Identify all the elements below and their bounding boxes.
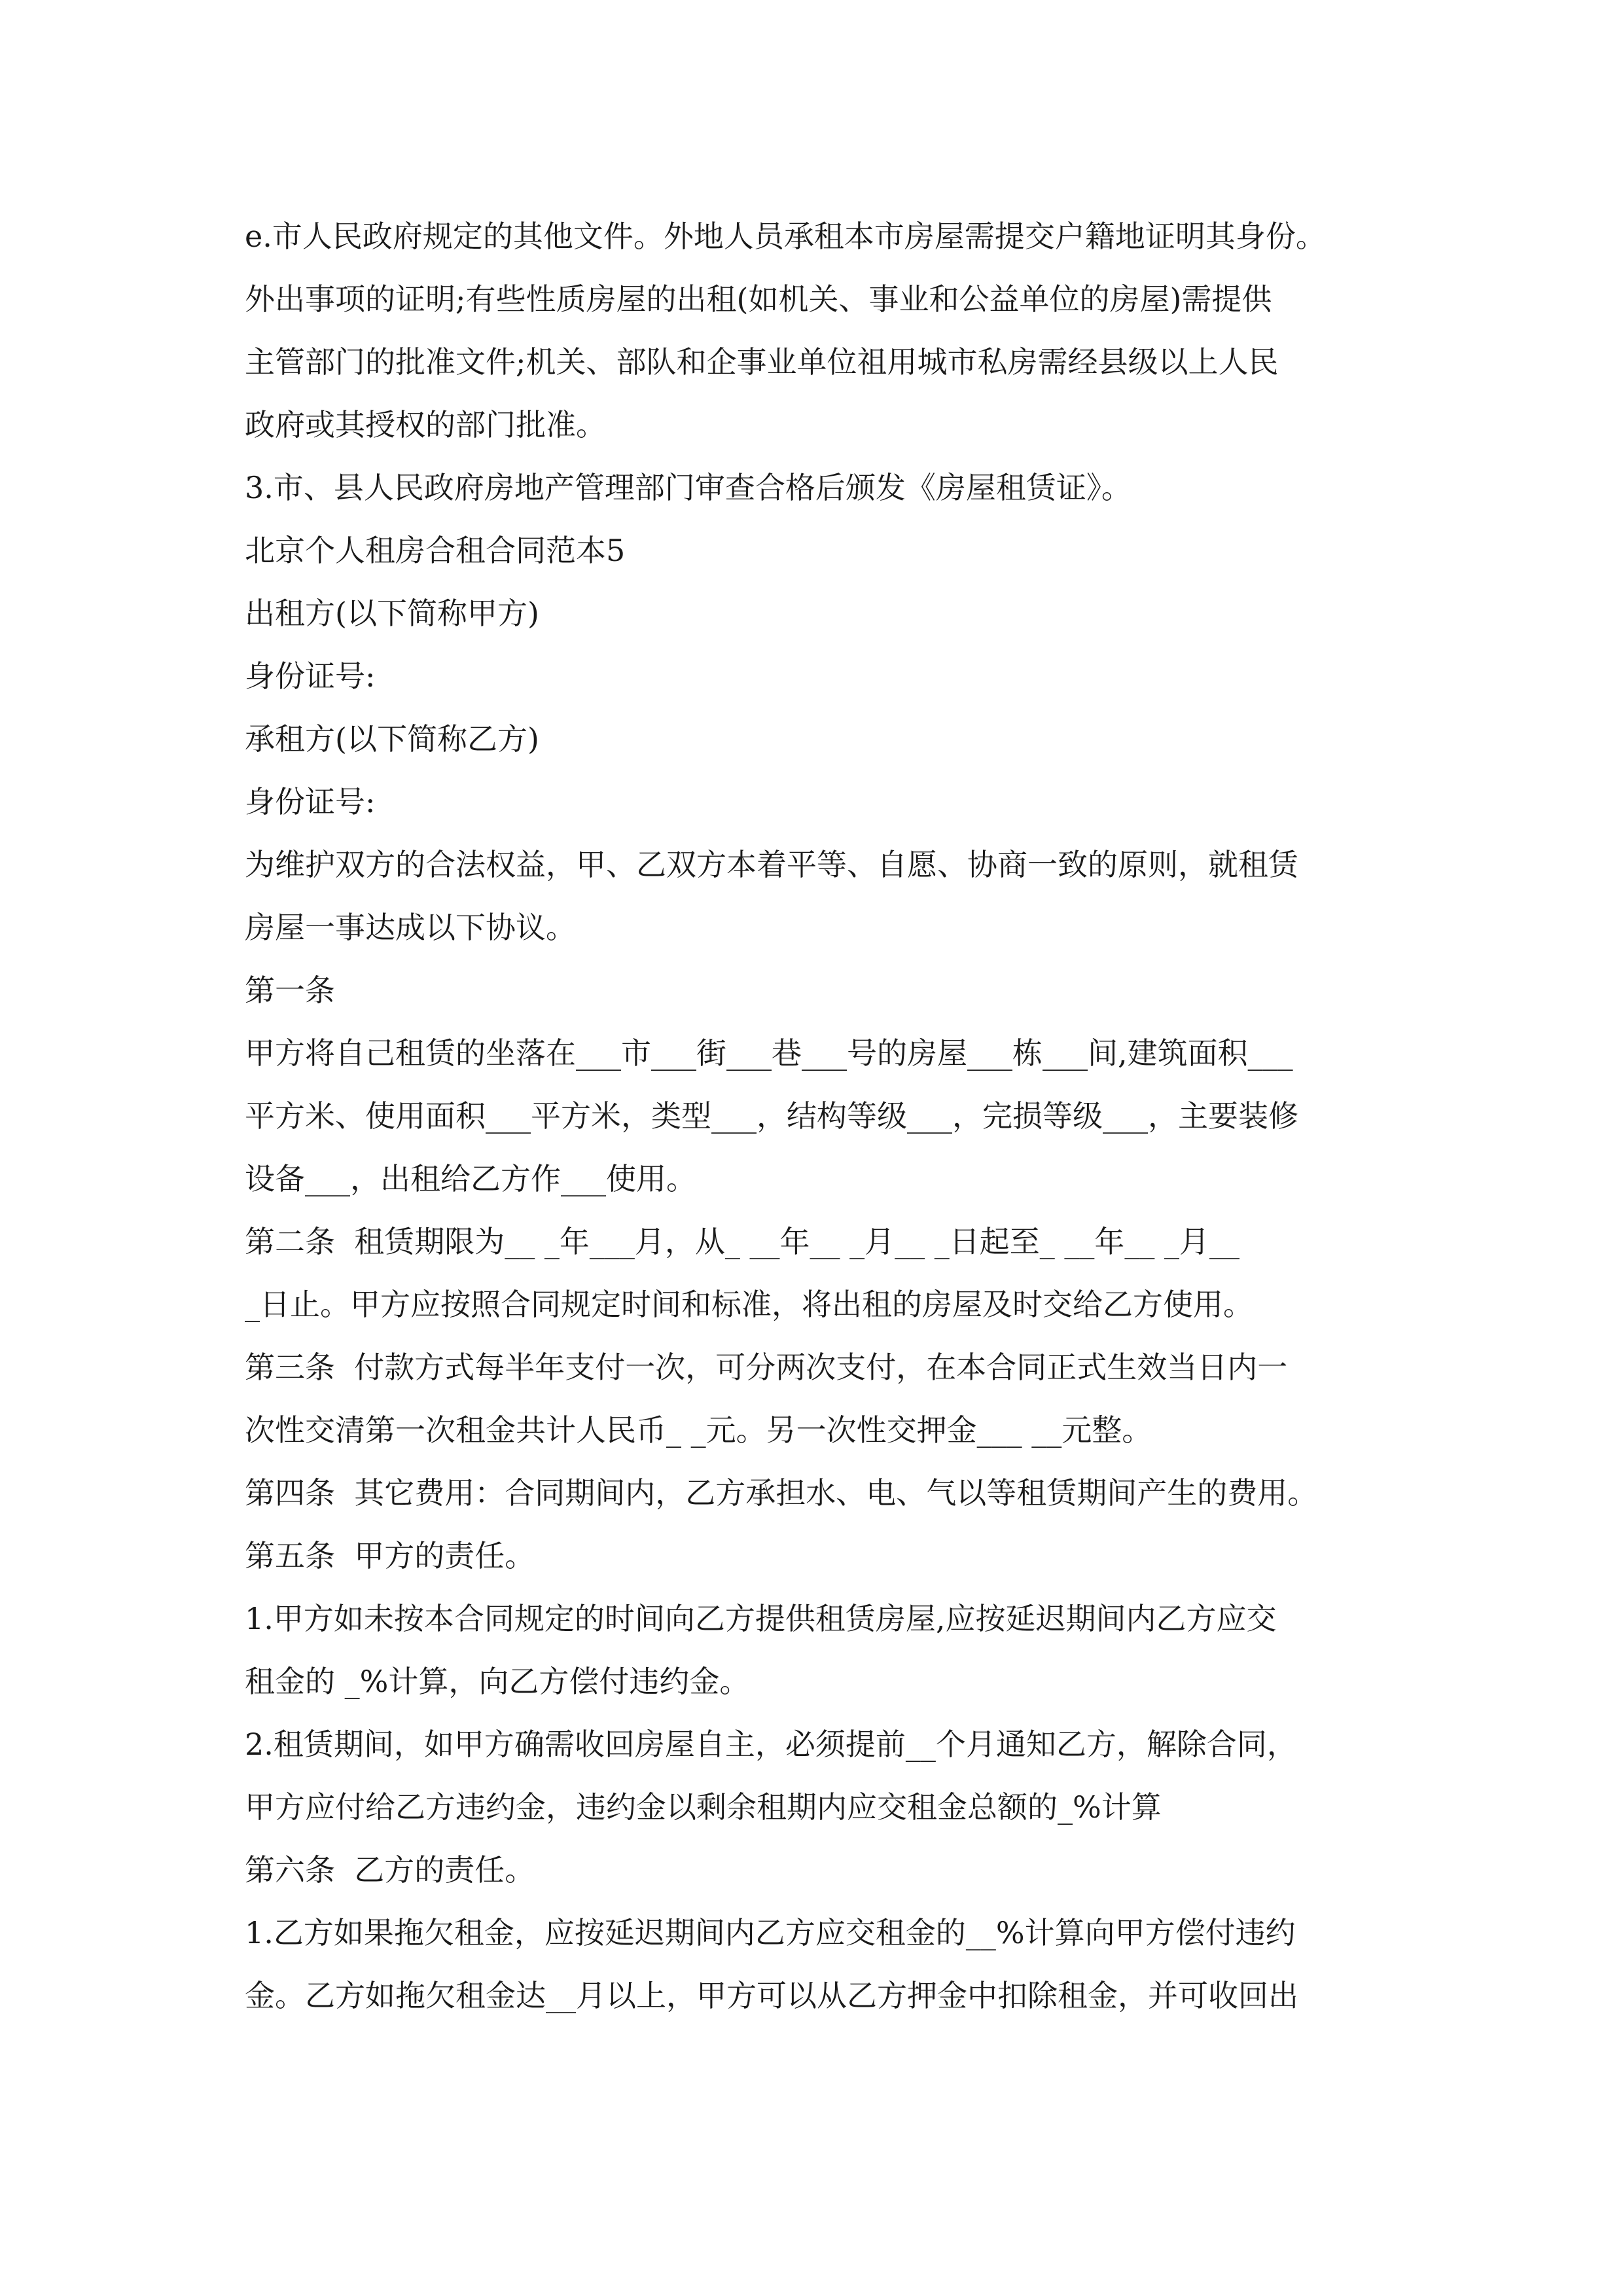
text-line: 3.市、县人民政府房地产管理部门审查合格后颁发《房屋租赁证》。 <box>245 470 1132 505</box>
text-line: 房屋一事达成以下协议。 <box>245 910 576 945</box>
text-line: 政府或其授权的部门批准。 <box>245 407 606 442</box>
text-line: 平方米、使用面积___平方米，类型___，结构等级___，完损等级___，主要装修 <box>245 1098 1298 1134</box>
text-line: 租金的 _%计算，向乙方偿付违约金。 <box>245 1664 750 1699</box>
text-line: 第三条 付款方式每半年支付一次，可分两次支付，在本合同正式生效当日内一 <box>245 1350 1288 1385</box>
text-line: 承租方(以下简称乙方) <box>245 721 539 757</box>
text-line: 甲方应付给乙方违约金，违约金以剩余租期内应交租金总额的_%计算 <box>245 1789 1162 1825</box>
text-line: 第四条 其它费用：合同期间内，乙方承担水、电、气以等租赁期间产生的费用。 <box>245 1475 1318 1511</box>
text-line: 身份证号: <box>245 658 376 694</box>
article-heading: 第一条 <box>245 973 335 1008</box>
text-line: 出租方(以下简称甲方) <box>245 596 539 631</box>
text-line: 第二条 租赁期限为__ _年___月，从_ __年__ _月__ _日起至_ __年__ _月__ <box>245 1224 1240 1259</box>
text-line: 1.甲方如未按本合同规定的时间向乙方提供租赁房屋,应按延迟期间内乙方应交 <box>245 1601 1277 1636</box>
text-line: 金。乙方如拖欠租金达__月以上，甲方可以从乙方押金中扣除租金，并可收回出 <box>245 1978 1298 2013</box>
text-line: 甲方将自己租赁的坐落在___市___街___巷___号的房屋___栋___间,建筑面积___ <box>245 1035 1293 1071</box>
text-line: 1.乙方如果拖欠租金，应按延迟期间内乙方应交租金的__%计算向甲方偿付违约 <box>245 1915 1296 1950</box>
text-line: _日止。甲方应按照合同规定时间和标准，将出租的房屋及时交给乙方使用。 <box>245 1287 1253 1322</box>
text-line: 身份证号: <box>245 784 376 819</box>
text-line: 次性交清第一次租金共计人民币_ _元。另一次性交押金___ __元整。 <box>245 1412 1152 1448</box>
article-heading: 第五条 甲方的责任。 <box>245 1538 535 1573</box>
text-line: 外出事项的证明;有些性质房屋的出租(如机关、事业和公益单位的房屋)需提供 <box>245 281 1272 317</box>
section-title: 北京个人租房合租合同范本5 <box>245 533 626 568</box>
text-line: 2.租赁期间，如甲方确需收回房屋自主，必须提前__个月通知乙方，解除合同， <box>245 1727 1297 1762</box>
text-line: 主管部门的批准文件;机关、部队和企事业单位祖用城市私房需经县级以上人民 <box>245 344 1279 380</box>
article-heading: 第六条 乙方的责任。 <box>245 1852 535 1888</box>
text-line: 设备___，出租给乙方作___使用。 <box>245 1161 696 1196</box>
text-line: 为维护双方的合法权益，甲、乙双方本着平等、自愿、协商一致的原则，就租赁 <box>245 847 1298 882</box>
text-line: e.市人民政府规定的其他文件。外地人员承租本市房屋需提交户籍地证明其身份。 <box>245 219 1326 254</box>
